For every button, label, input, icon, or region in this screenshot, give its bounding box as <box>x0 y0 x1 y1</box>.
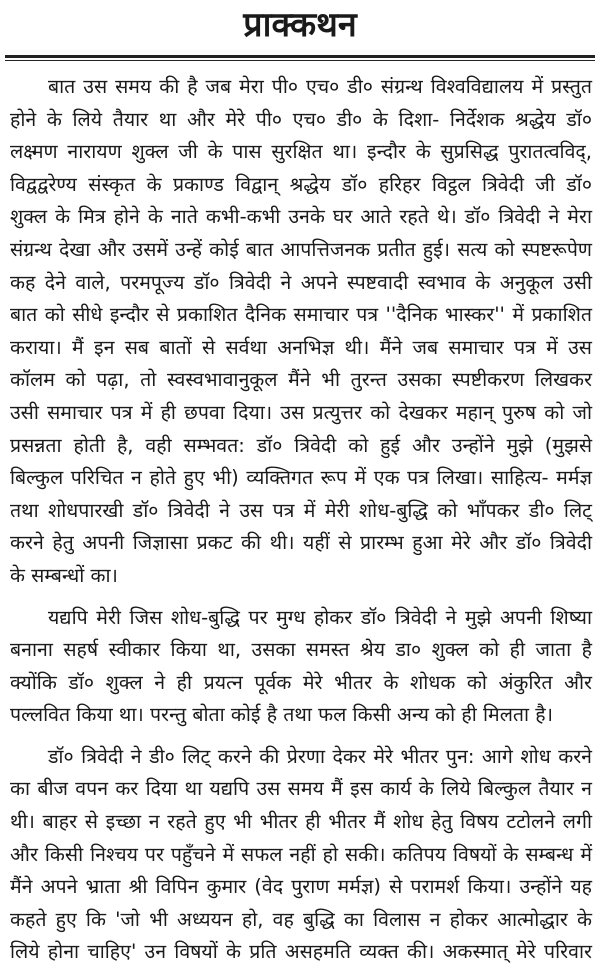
text-line: बनाना सहर्ष स्वीकार किया था, उसका समस्त श्रेय डा० शुक्ल को ही जाता है <box>10 638 592 662</box>
text-line: संग्रन्थ देखा और उसमें उन्हें कोई बात आपत्तिजनक प्रतीत हुई। सत्य को स्पष्टरूपेण <box>10 237 592 261</box>
text-line: शुक्ल के मित्र होने के नाते कभी-कभी उनके घर आते रहते थे। डॉ० त्रिवेदी ने मेरा <box>10 205 592 229</box>
text-line: कह देने वाले, परमपूज्य डॉ० त्रिवेदी ने अपने स्पष्टवादी स्वभाव के अनुकूल उसी <box>10 270 592 294</box>
text-line: मैंने अपने भ्राता श्री विपिन कुमार (वेद पुराण मर्मज्ञ) से परामर्श किया। उन्होंने यह <box>10 875 592 899</box>
text-line: कॉलम को पढ़ा, तो स्वस्वभावानुकूल मैंने भी तुरन्त उसका स्पष्टीकरण लिखकर <box>10 368 592 392</box>
text-line: करने हेतु अपनी जिज्ञासा प्रकट की थी। यहीं से प्रारम्भ हुआ मेरे और डॉ० त्रिवेदी <box>10 531 592 555</box>
text-line: विद्वद्वरेण्य संस्कृत के प्रकाण्ड विद्वान् श्रद्धेय डॉ० हरिहर विट्ठल त्रिवेदी जी डॉ० <box>10 172 592 196</box>
text-line: उसी समाचार पत्र में ही छपवा दिया। उस प्रत्युत्तर को देखकर महान् पुरुष को जो <box>10 400 592 424</box>
text-line: क्योंकि डॉ० शुक्ल ने ही प्रयत्न पूर्वक मेरे भीतर के शोधक को अंकुरित और <box>10 670 592 694</box>
paragraph <box>10 71 592 593</box>
body-text <box>10 71 592 978</box>
title-divider-thin <box>5 60 595 61</box>
text-line: के सम्बन्धों का। <box>10 563 118 587</box>
text-line: का बीज वपन कर दिया था यद्यपि उस समय मैं इस कार्य के लिये बिल्कुल तैयार न <box>10 777 592 801</box>
text-line: पल्लवित किया था। परन्तु बोता कोई है तथा फल किसी अन्य को ही मिलता है। <box>10 703 554 727</box>
paragraph <box>10 741 592 969</box>
page-title: प्राक्कथन <box>243 5 357 45</box>
text-line: होने के लिये तैयार था और मेरे पी० एच० डी० के दिशा- निर्देशक श्रद्धेय डॉ० <box>10 107 592 131</box>
text-line: डॉ० त्रिवेदी ने डी० लिट् करने की प्रेरणा देकर मेरे भीतर पुन: आगे शोध करने <box>48 744 592 768</box>
paragraph <box>10 602 592 732</box>
text-line: और किसी निश्चय पर पहुँचने में सफल नहीं हो सकी। कतिपय विषयों के सम्बन्ध में <box>10 842 592 866</box>
title-divider-thick <box>5 55 595 58</box>
text-line: प्रसन्नता होती है, वही सम्भवत: डॉ० त्रिवेदी को हुई और उन्होंने मुझे (मुझसे <box>10 433 592 457</box>
text-line: यद्यपि मेरी जिस शोध-बुद्धि पर मुग्ध होकर डॉ० त्रिवेदी ने मुझे अपनी शिष्या <box>48 605 592 629</box>
text-line: कहते हुए कि 'जो भी अध्ययन हो, वह बुद्धि का विलास न होकर आत्मोद्धार के <box>10 907 592 931</box>
text-line: तथा शोधपारखी डॉ० त्रिवेदी ने उस पत्र में मेरी शोध-बुद्धि को भाँपकर डी० लिट् <box>10 498 592 522</box>
text-line: लक्ष्मण नारायण शुक्ल जी के पास सुरक्षित था। इन्दौर के सुप्रसिद्ध पुरातत्वविद्, <box>10 140 592 164</box>
text-line: लिये होना चाहिए' उन विषयों के प्रति असहमति व्यक्त की। अकस्मात् मेरे परिवार <box>10 940 592 964</box>
text-line: बात उस समय की है जब मेरा पी० एच० डी० संग्रन्थ विश्वविद्यालय में प्रस्तुत <box>48 75 592 98</box>
text-line: बात को सीधे इन्दौर से प्रकाशित दैनिक समाचार पत्र ''दैनिक भास्कर'' में प्रकाशित <box>10 303 592 327</box>
text-line: थी। बाहर से इच्छा न रहते हुए भी भीतर ही भीतर मैं शोध हेतु विषय टटोलने लगी <box>10 810 592 834</box>
text-line: कराया। मैं इन सब बातों से सर्वथा अनभिज्ञ थी। मैंने जब समाचार पत्र में उस <box>10 335 592 359</box>
text-line: बिल्कुल परिचित न होते हुए भी) व्यक्तिगत रूप में एक पत्र लिखा। साहित्य- मर्मज्ञ <box>10 466 592 490</box>
